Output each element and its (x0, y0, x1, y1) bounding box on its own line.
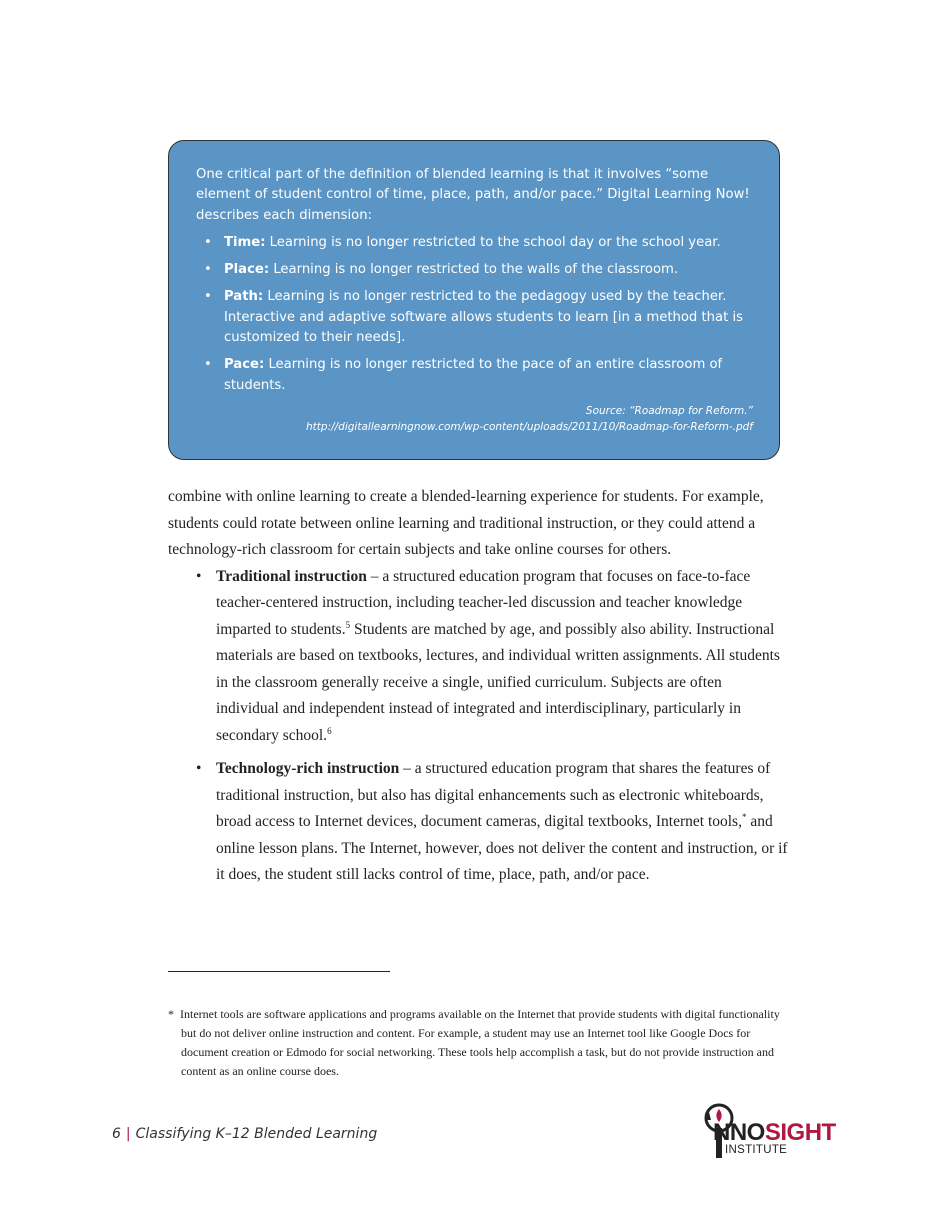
list-item-traditional (168, 564, 788, 750)
footnote-divider (168, 971, 390, 972)
tech-text-a: – a structured education program that shares the features of traditional instruction, but also has digital enhancements such as electronic whiteboards, broad access to Internet devices, document cameras, digital textbooks, Internet tools, (216, 760, 771, 830)
bullet-icon: • (204, 234, 212, 250)
source-title: Source: “Roadmap for Reform.” (585, 404, 753, 417)
endnote-ref-6[interactable]: 6 (327, 725, 332, 736)
bullet-icon: • (196, 567, 202, 585)
dimension-item-path (196, 287, 753, 348)
term-traditional: Traditional instruction (216, 567, 367, 585)
logo-word-a: NNO (713, 1119, 765, 1146)
dimension-text: Learning is no longer restricted to the school day or the school year. (265, 234, 721, 250)
innosight-logo (700, 1100, 845, 1162)
dimension-term: Pace: (224, 357, 265, 373)
page-footer (112, 1126, 377, 1142)
dimension-text: Learning is no longer restricted to the pace of an entire classroom of students. (224, 357, 723, 393)
list-item-technology (168, 756, 788, 889)
endnote-ref-5[interactable]: 5 (345, 619, 351, 630)
callout-intro: One critical part of the definition of blended learning is that it involves “some element of student control of time, place, path, and/or pace.” Digital Learning Now! describes each dimension: (196, 167, 750, 223)
callout-source (196, 403, 753, 435)
page-number: 6 (112, 1126, 121, 1142)
source-url: http://digitallearningnow.com/wp-content/uploads/2011/10/Roadmap-for-Reform-.pdf (306, 420, 753, 433)
dimension-list (196, 233, 753, 396)
traditional-text-a: – a structured education program that focuses on face-to-face teacher-centered instruction, including teacher-led discussion and teacher knowledge imparted to students. (216, 567, 751, 638)
logo-subtitle: INSTITUTE (725, 1144, 788, 1156)
tech-text-b: and online lesson plans. The Internet, however, does not deliver the content and instruction, or if it does, the student still lacks control of time, place, path, and/or pace. (216, 813, 788, 883)
term-technology: Technology-rich instruction (216, 760, 400, 777)
bullet-icon: • (204, 262, 212, 278)
footnote (168, 1005, 797, 1081)
footnote-marker: * (168, 1007, 174, 1021)
dimension-item-place (196, 260, 753, 280)
dimension-item-pace (196, 355, 753, 396)
dimension-term: Place: (224, 262, 270, 278)
bullet-icon: • (196, 760, 202, 777)
footnote-text: Internet tools are software applications and programs available on the Internet that provide students with digital functionality but do not deliver online instruction and content. For example, a student may use an Internet tool like Google Docs for document creation or Edmodo for social networking. These tools help accomplish a task, but do not provide instruction and content as an online course does. (180, 1007, 780, 1078)
bullet-icon: • (204, 357, 212, 373)
dimension-text: Learning is no longer restricted to the pedagogy used by the teacher. Interactive and adaptive software allows students to learn [in a method that is customized to their needs]. (224, 289, 743, 346)
dimension-text: Learning is no longer restricted to the walls of the classroom. (269, 262, 679, 278)
dimension-term: Path: (224, 289, 264, 305)
bullet-icon: • (204, 289, 212, 305)
dimension-item-time (196, 233, 753, 253)
instruction-list (168, 564, 788, 889)
traditional-text-b: Students are matched by age, and possibly also ability. Instructional materials are based on textbooks, lectures, and individual written assignments. All students in the classroom generally receive a single, unified curriculum. Subjects are often individual and independent instead of integrated and interdisciplinary, particularly in secondary school. (216, 620, 780, 744)
footer-separator: | (125, 1126, 131, 1142)
footnote-ref[interactable]: * (741, 812, 747, 822)
body-text (168, 484, 788, 889)
intro-paragraph: combine with online learning to create a blended-learning experience for students. For example, students could rotate between online learning and traditional instruction, or they could attend a technology-rich classroom for certain subjects and take online courses for others. (168, 488, 764, 558)
document-title: Classifying K–12 Blended Learning (135, 1126, 378, 1142)
callout-box (168, 140, 780, 460)
dimension-term: Time: (224, 234, 266, 250)
logo-word-b: SIGHT (764, 1119, 836, 1146)
logo-wordmark (713, 1120, 836, 1146)
